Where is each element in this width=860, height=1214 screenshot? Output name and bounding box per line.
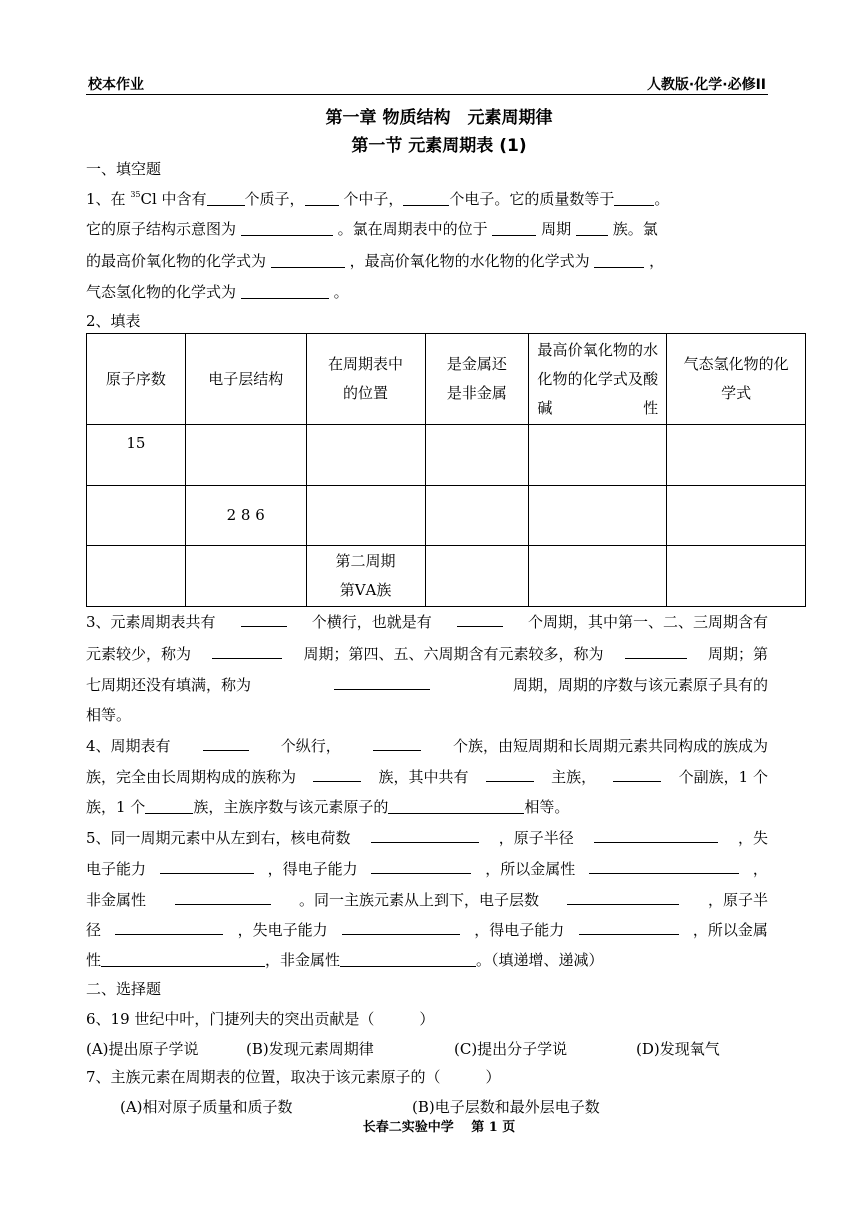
q6-option-a[interactable]: (A)提出原子学说: [86, 1040, 199, 1058]
q2-heading: 2、填表: [86, 312, 141, 330]
q4-line1: 4、周期表有 个纵行， 个族，由短周期和长周期元素共同构成的族成为: [86, 737, 768, 755]
blank[interactable]: [203, 735, 249, 751]
blank[interactable]: [403, 190, 449, 206]
part1-heading: 一、填空题: [86, 160, 162, 178]
table-cell[interactable]: [425, 486, 529, 546]
q7-stem: 7、主族元素在周期表的位置，取决于该元素原子的（ ）: [86, 1068, 501, 1086]
table-cell[interactable]: [667, 425, 806, 486]
table-cell: 15: [87, 425, 186, 486]
blank[interactable]: [271, 252, 345, 268]
blank[interactable]: [212, 643, 282, 659]
table-header: 在周期表中的位置: [306, 334, 425, 425]
blank[interactable]: [313, 766, 361, 782]
table-cell: 第二周期第ⅤA族: [306, 546, 425, 607]
q1-line1: 1、在 $^{35}$Cl 中含有 个质子， 个中子， 个电子。它的质量数等于 。: [86, 190, 670, 208]
blank[interactable]: [371, 858, 471, 874]
table-cell[interactable]: [667, 486, 806, 546]
q6-stem: 6、19 世纪中叶，门捷列夫的突出贡献是（ ）: [86, 1010, 435, 1028]
blank[interactable]: [613, 766, 661, 782]
chapter-title: 第一章 物质结构 元素周期律: [325, 108, 553, 128]
table-cell: 2 8 6: [185, 486, 306, 546]
table-cell[interactable]: [529, 486, 667, 546]
q3-line2: 元素较少，称为 周期；第四、五、六周期含有元素较多，称为 周期；第: [86, 645, 768, 663]
q1-line3: 的最高价氧化物的化学式为 ，最高价氧化物的水化物的化学式为 ，: [86, 252, 665, 270]
part2-heading: 二、选择题: [86, 980, 162, 998]
q4-line3: 族，1 个 族，主族序数与该元素原子的 相等。: [86, 798, 570, 816]
table-cell[interactable]: [185, 425, 306, 486]
table-cell[interactable]: [529, 546, 667, 607]
table-header: 最高价氧化物的水化物的化学式及酸碱性: [529, 334, 667, 425]
blank[interactable]: [486, 766, 534, 782]
blank[interactable]: [567, 889, 679, 905]
table-header-row: [87, 334, 806, 425]
blank[interactable]: [241, 611, 287, 627]
blank[interactable]: [175, 889, 271, 905]
blank[interactable]: [371, 827, 479, 843]
q3-line4: 相等。: [86, 706, 132, 724]
table-cell[interactable]: [306, 486, 425, 546]
table-cell[interactable]: [425, 546, 529, 607]
table-cell[interactable]: [185, 546, 306, 607]
table-header: 原子序数: [87, 334, 186, 425]
table-cell[interactable]: [306, 425, 425, 486]
q6-option-c[interactable]: (C)提出分子学说: [454, 1040, 568, 1058]
blank[interactable]: [101, 951, 265, 967]
q3-line1: 3、元素周期表共有 个横行，也就是有 个周期，其中第一、二、三周期含有: [86, 613, 768, 631]
blank[interactable]: [579, 919, 679, 935]
blank[interactable]: [594, 252, 644, 268]
q5-line4: 径 ，失电子能力 ，得电子能力 ，所以金属: [86, 921, 768, 939]
q5-line2: 电子能力 ，得电子能力 ，所以金属性 ，: [86, 860, 768, 878]
blank[interactable]: [492, 220, 536, 236]
blank[interactable]: [625, 643, 687, 659]
table-cell[interactable]: [87, 486, 186, 546]
blank[interactable]: [340, 951, 476, 967]
section-title: 第一节 元素周期表 (1): [351, 136, 527, 156]
table-row: [87, 425, 806, 486]
q1-line2: 它的原子结构示意图为 。氯在周期表中的位于 周期 族。氯: [86, 220, 658, 238]
table-cell[interactable]: [529, 425, 667, 486]
table-row: [87, 546, 806, 607]
table-header: 是金属还是非金属: [425, 334, 529, 425]
table-cell[interactable]: [667, 546, 806, 607]
blank[interactable]: [305, 190, 339, 206]
blank[interactable]: [342, 919, 460, 935]
page-footer: 长春二实验中学 第 1 页: [362, 1120, 516, 1135]
q7-option-b[interactable]: (B)电子层数和最外层电子数: [412, 1098, 600, 1116]
blank[interactable]: [614, 190, 654, 206]
table-header: 电子层结构: [185, 334, 306, 425]
blank[interactable]: [241, 220, 333, 236]
fill-table: [86, 333, 806, 607]
blank[interactable]: [388, 798, 524, 814]
q5-line5: 性 ，非金属性 。（填递增、递减）: [86, 951, 604, 969]
blank[interactable]: [115, 919, 223, 935]
blank[interactable]: [576, 220, 608, 236]
q5-line1: 5、同一周期元素中从左到右，核电荷数 ，原子半径 ，失: [86, 829, 768, 847]
blank[interactable]: [457, 611, 503, 627]
q1-line4: 气态氢化物的化学式为 。: [86, 283, 349, 301]
header-left: 校本作业: [88, 77, 144, 93]
header-right: 人教版·化学·必修II: [646, 77, 766, 93]
blank[interactable]: [241, 283, 329, 299]
blank[interactable]: [373, 735, 421, 751]
q7-option-a[interactable]: (A)相对原子质量和质子数: [120, 1098, 293, 1116]
blank[interactable]: [589, 858, 739, 874]
blank[interactable]: [207, 190, 245, 206]
blank[interactable]: [334, 674, 430, 690]
table-row: [87, 486, 806, 546]
q6-option-b[interactable]: (B)发现元素周期律: [246, 1040, 374, 1058]
blank[interactable]: [594, 827, 718, 843]
table-header: 气态氢化物的化学式: [667, 334, 806, 425]
table-cell[interactable]: [425, 425, 529, 486]
blank[interactable]: [160, 858, 254, 874]
q4-line2: 族，完全由长周期构成的族称为 族，其中共有 主族， 个副族，1 个: [86, 768, 768, 786]
table-cell[interactable]: [87, 546, 186, 607]
blank[interactable]: [145, 798, 193, 814]
page-header: [86, 70, 768, 95]
q6-option-d[interactable]: (D)发现氧气: [636, 1040, 720, 1058]
q5-line3: 非金属性 。同一主族元素从上到下，电子层数 ，原子半: [86, 891, 768, 909]
q3-line3: 七周期还没有填满，称为 周期，周期的序数与该元素原子具有的: [86, 676, 768, 694]
